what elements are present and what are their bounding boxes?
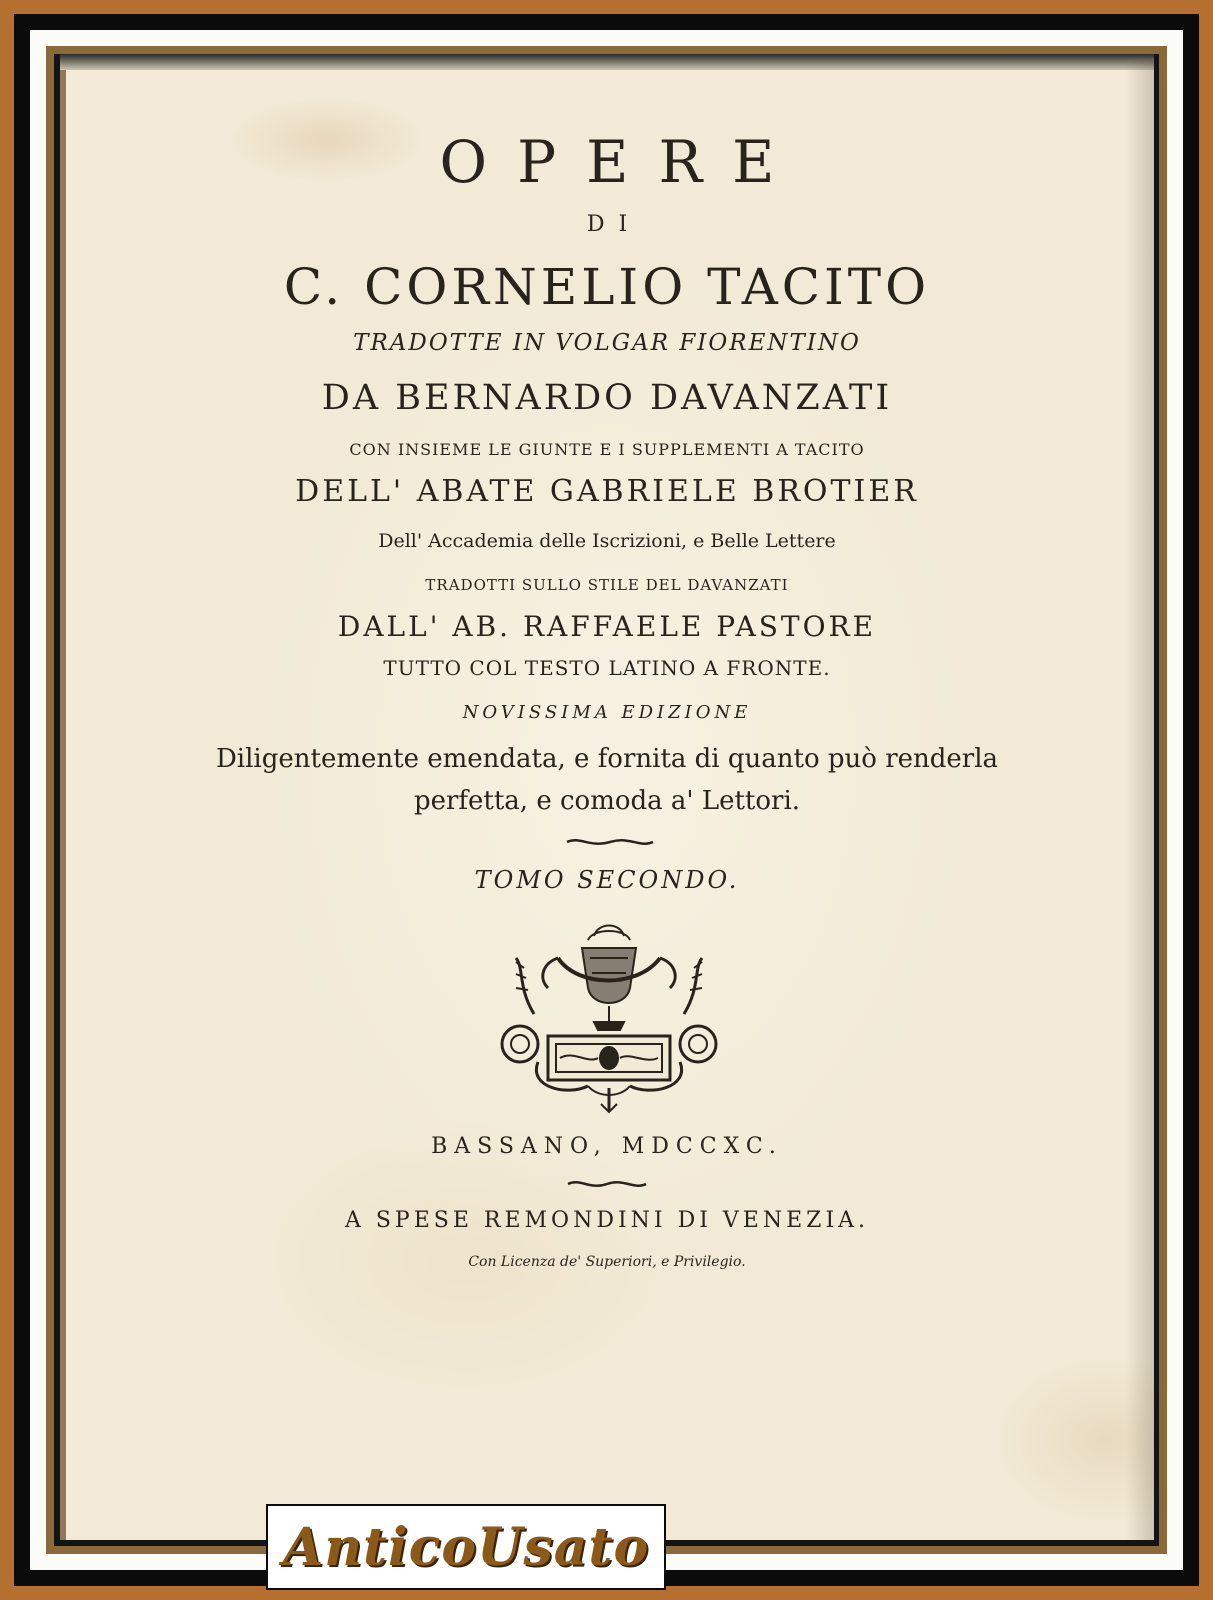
edition-line: NOVISSIMA EDIZIONE	[462, 702, 752, 723]
swash-divider-1	[565, 834, 655, 850]
title-opere: OPERE	[439, 128, 805, 196]
supplements-line: CON INSIEME LE GIUNTE E I SUPPLEMENTI A TACITO	[349, 440, 865, 459]
volume-line: TOMO SECONDO.	[474, 866, 740, 894]
emended-line-2: perfetta, e comoda a' Lettori.	[413, 786, 801, 816]
translator-line: DA BERNARDO DAVANZATI	[321, 378, 893, 418]
swash-divider-2	[566, 1176, 648, 1192]
license-line: Con Licenza de' Superiori, e Privilegio.	[468, 1254, 746, 1270]
emended-line-1: Diligentemente emendata, e fornita di quanto può renderla	[215, 744, 999, 774]
latin-text-line: TUTTO COL TESTO LATINO A FRONTE.	[383, 656, 831, 680]
pastore-line: DALL' AB. RAFFAELE PASTORE	[337, 610, 877, 643]
academy-line: Dell' Accademia delle Iscrizioni, e Belle Lettere	[378, 530, 836, 552]
author-name: C. CORNELIO TACITO	[283, 258, 931, 316]
place-date-line: BASSANO, MDCCXC.	[431, 1134, 783, 1159]
translated-line: TRADOTTE IN VOLGAR FIORENTINO	[353, 330, 861, 356]
page-top-shadow	[60, 54, 1154, 70]
publisher-line: A SPESE REMONDINI DI VENEZIA.	[344, 1208, 870, 1233]
urn-ornament-icon	[498, 918, 720, 1118]
brotier-line: DELL' ABATE GABRIELE BROTIER	[295, 474, 919, 509]
watermark-logo-text: AnticoUsato	[282, 1516, 650, 1578]
title-di: DI	[586, 212, 642, 237]
style-line: TRADOTTI SULLO STILE DEL DAVANZATI	[425, 576, 789, 594]
